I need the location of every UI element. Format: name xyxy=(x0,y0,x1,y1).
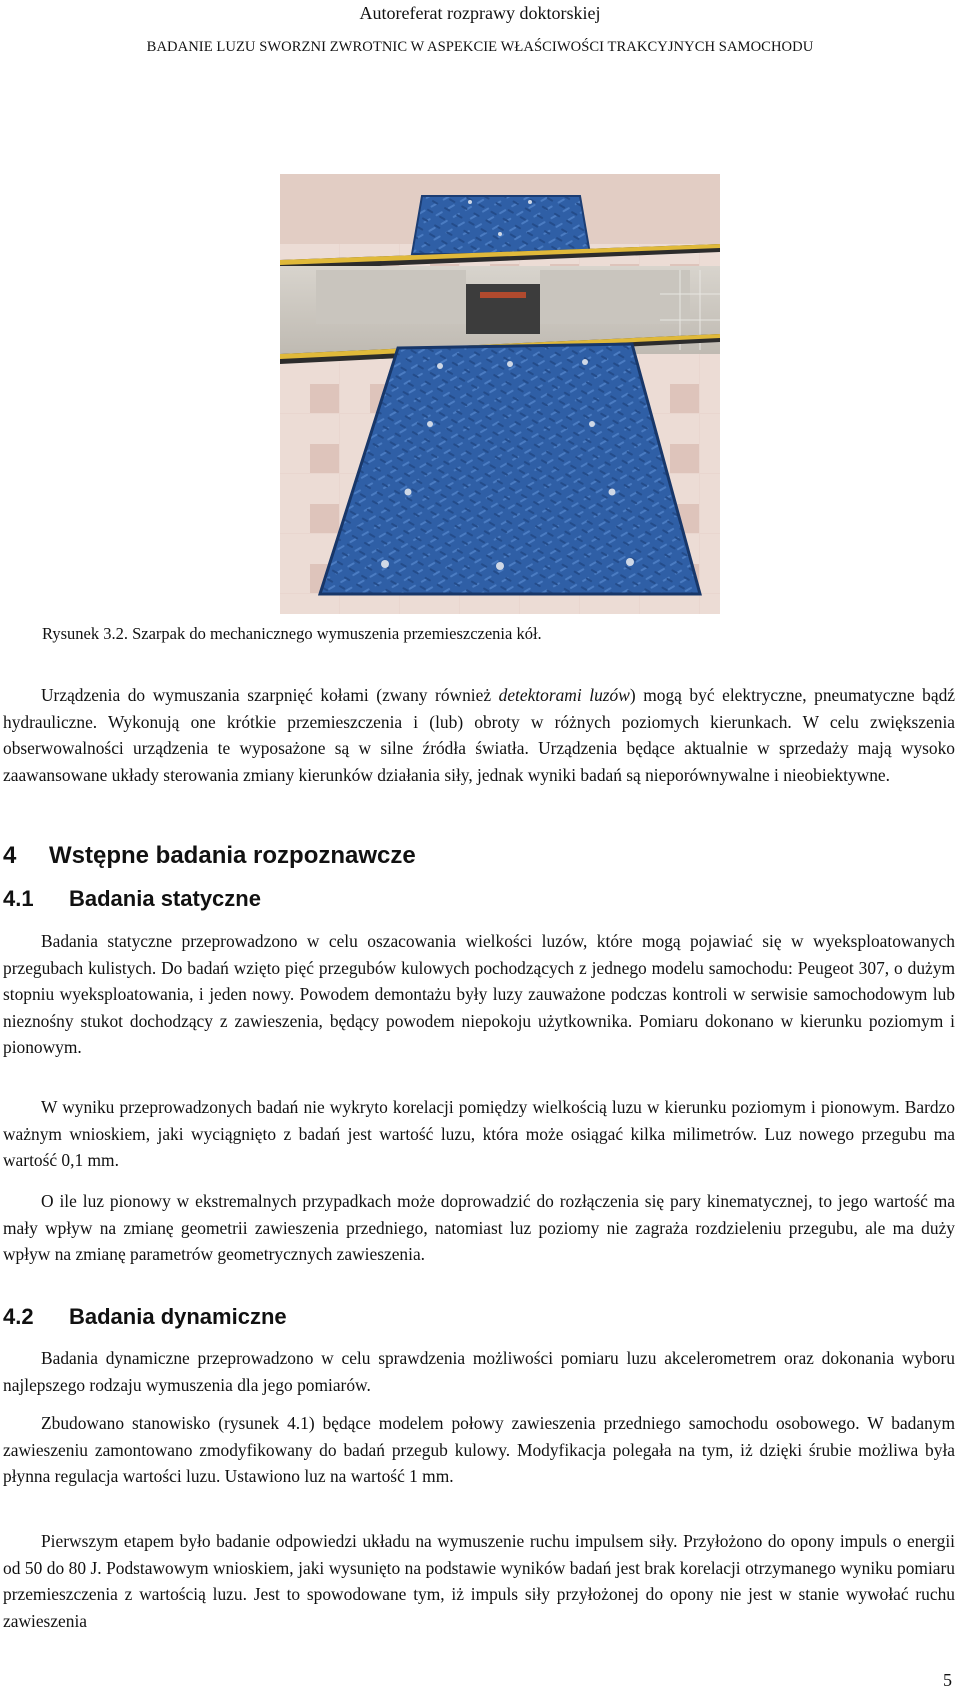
intro-paragraph: Urządzenia do wymuszania szarpnięć kołami (zwany również detektorami luzów) mogą być elektryczne, pneumatyczne bądź hydrauliczne. Wykonują one krótkie przemieszczenia i (lub) obroty w różnych poziomych kierunkach. W celu zwiększenia obserwowalności urządzenia te wyposażone są w silne źródła światła. Urządzenia będące aktualnie w sprzedaży mają wysoko zaawansowane układy sterowania zmiany kierunków działania siły, jednak wyniki badań są nieporównywalne i nieobiektywne. xyxy=(3,685,955,785)
page-number: 5 xyxy=(943,1670,952,1690)
paragraph: Badania dynamiczne przeprowadzono w celu sprawdzenia możliwości pomiaru luzu akcelerometrem oraz dokonania wyboru najlepszego rodzaju wymuszenia dla jego pomiarów. xyxy=(3,1348,955,1395)
paragraph: O ile luz pionowy w ekstremalnych przypadkach może doprowadzić do rozłączenia się pary kinematycznej, to jego wartość ma mały wpływ na zmianę geometrii zawieszenia przedniego, natomiast luz poziomy nie zagraża rozdzieleniu przegubu, ale ma duży wpływ na zmianę parametrów geometrycznych zawieszenia. xyxy=(3,1191,955,1264)
section-4-1-body-3 xyxy=(3,1188,955,1268)
figure-caption: Rysunek 3.2. Szarpak do mechanicznego wymuszenia przemieszczenia kół. xyxy=(42,624,542,643)
paragraph: W wyniku przeprowadzonych badań nie wykryto korelacji pomiędzy wielkością luzu w kierunku poziomym i pionowym. Bardzo ważnym wnioskiem, jaki wyciągnięto z badań jest wartość luzu, która może osiągać kilka milimetrów. Luz nowego przegubu ma wartość 0,1 mm. xyxy=(3,1097,955,1170)
paragraph: Zbudowano stanowisko (rysunek 4.1) będące modelem połowy zawieszenia przedniego samochodu osobowego. W badanym zawieszeniu zamontowano zmodyfikowany do badań przegub kulowy. Modyfikacja polegała na tym, iż dzięki śrubie możliwa była płynna regulacja wartości luzu. Ustawiono luz na wartość 1 mm. xyxy=(3,1413,955,1486)
section-heading-4-1: 4.1 Badania statyczne xyxy=(3,886,261,911)
section-4-1-body-2 xyxy=(3,1094,955,1174)
paragraph: Badania statyczne przeprowadzono w celu oszacowania wielkości luzów, które mogą pojawiać się w wyeksploatowanych przegubach kulistych. Do badań wzięto pięć przegubów kulowych pochodzących z jednego modelu samochodu: Peugeot 307, o dużym stopniu wyeksploatowania, i jeden nowy. Powodem demontażu były luzy zauważone podczas kontroli w serwisie samochodowym lub nieznośny stukot dochodzący z zawieszenia, będący powodem niepokoju użytkownika. Pomiaru dokonano w kierunku poziomym i pionowym. xyxy=(3,931,955,1057)
paragraph: Pierwszym etapem było badanie odpowiedzi układu na wymuszenie ruchu impulsem siły. Przyłożono do opony impuls o energii od 50 do 80 J. Podstawowym wnioskiem, jaki wysunięto na podstawie wyników badań jest brak korelacji otrzymanego wyniku pomiaru przemieszczenia z wartością luzu. Jest to spowodowane tym, iż impuls siły przyłożonej do opony nie jest w stanie wywołać ruchu zawieszenia xyxy=(3,1531,955,1631)
section-4-1-body xyxy=(3,928,955,1061)
play-detector-plates-photo xyxy=(280,174,720,614)
section-4-2-body-2 xyxy=(3,1410,955,1490)
running-header-title: Autoreferat rozprawy doktorskiej xyxy=(359,3,601,23)
section-heading-4-2: 4.2 Badania dynamiczne xyxy=(3,1304,287,1329)
intro-paragraph-block xyxy=(3,682,955,788)
section-heading-4: 4 Wstępne badania rozpoznawcze xyxy=(3,842,416,869)
figure-photo xyxy=(280,174,720,614)
section-4-2-body xyxy=(3,1345,955,1398)
running-header-subtitle: BADANIE LUZU SWORZNI ZWROTNIC W ASPEKCIE WŁAŚCIWOŚCI TRAKCYJNYCH SAMOCHODU xyxy=(146,39,814,55)
emphasis-term: detektorami luzów xyxy=(498,685,630,705)
section-4-2-body-3 xyxy=(3,1528,955,1634)
